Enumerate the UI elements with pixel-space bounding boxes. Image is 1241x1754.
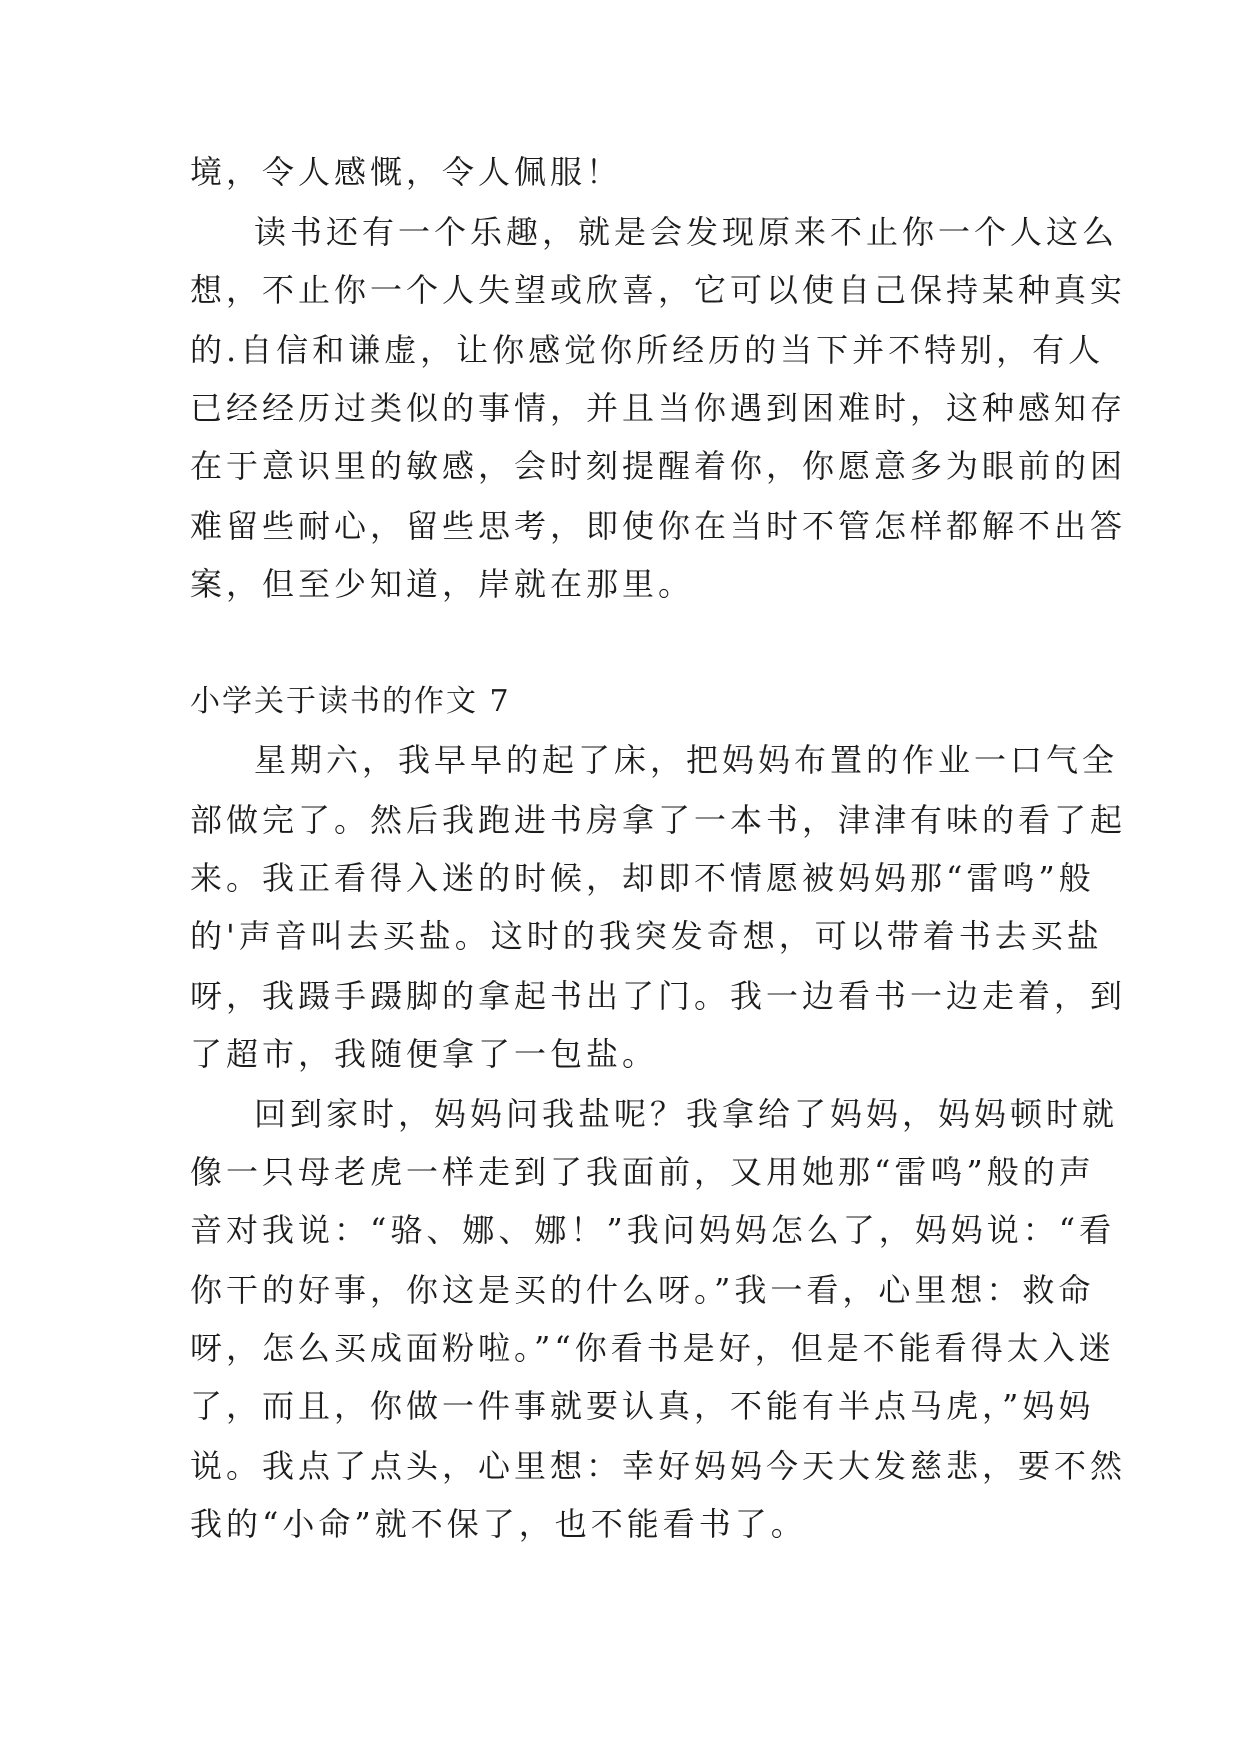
paragraph-first-line: 回到家时，妈妈问我盐呢？我拿给了妈妈，妈妈顿时就	[254, 1095, 1119, 1133]
text-line: 像一只母老虎一样走到了我面前，又用她那“雷鸣”般的声	[190, 1153, 1095, 1191]
text-line: 了，而且，你做一件事就要认真，不能有半点马虎，”妈妈	[190, 1387, 1095, 1425]
text-line: 的.自信和谦虚，让你感觉你所经历的当下并不特别，有人	[190, 331, 1105, 369]
text-line: 了超市，我随便拿了一包盐。	[190, 1035, 659, 1073]
section-heading: 小学关于读书的作文 7	[190, 684, 511, 719]
text-line: 境，令人感慨，令人佩服！	[190, 153, 623, 191]
text-line: 难留些耐心，留些思考，即使你在当时不管怎样都解不出答	[190, 507, 1127, 545]
text-line: 我的“小命”就不保了，也不能看书了。	[190, 1505, 807, 1543]
text-line: 呀，我蹑手蹑脚的拿起书出了门。我一边看书一边走着，到	[190, 977, 1127, 1015]
text-line: 想，不止你一个人失望或欣喜，它可以使自己保持某种真实	[190, 271, 1127, 309]
text-line: 你干的好事，你这是买的什么呀。”我一看，心里想：救命	[190, 1271, 1095, 1309]
paragraph-first-line: 星期六，我早早的起了床，把妈妈布置的作业一口气全	[254, 741, 1119, 779]
text-line: 来。我正看得入迷的时候，却即不情愿被妈妈那“雷鸣”般	[190, 859, 1095, 897]
text-line: 音对我说：“骆、娜、娜！”我问妈妈怎么了，妈妈说：“看	[190, 1211, 1116, 1249]
text-line: 呀，怎么买成面粉啦。”“你看书是好，但是不能看得太入迷	[190, 1329, 1115, 1367]
text-line: 在于意识里的敏感，会时刻提醒着你，你愿意多为眼前的困	[190, 447, 1127, 485]
text-line: 说。我点了点头，心里想：幸好妈妈今天大发慈悲，要不然	[190, 1447, 1127, 1485]
text-line: 案，但至少知道，岸就在那里。	[190, 565, 695, 603]
text-line: 已经经历过类似的事情，并且当你遇到困难时，这种感知存	[190, 389, 1127, 427]
text-line: 部做完了。然后我跑进书房拿了一本书，津津有味的看了起	[190, 801, 1127, 839]
text-line: 的'声音叫去买盐。这时的我突发奇想，可以带着书去买盐	[190, 917, 1103, 955]
paragraph-first-line: 读书还有一个乐趣，就是会发现原来不止你一个人这么	[254, 213, 1119, 251]
